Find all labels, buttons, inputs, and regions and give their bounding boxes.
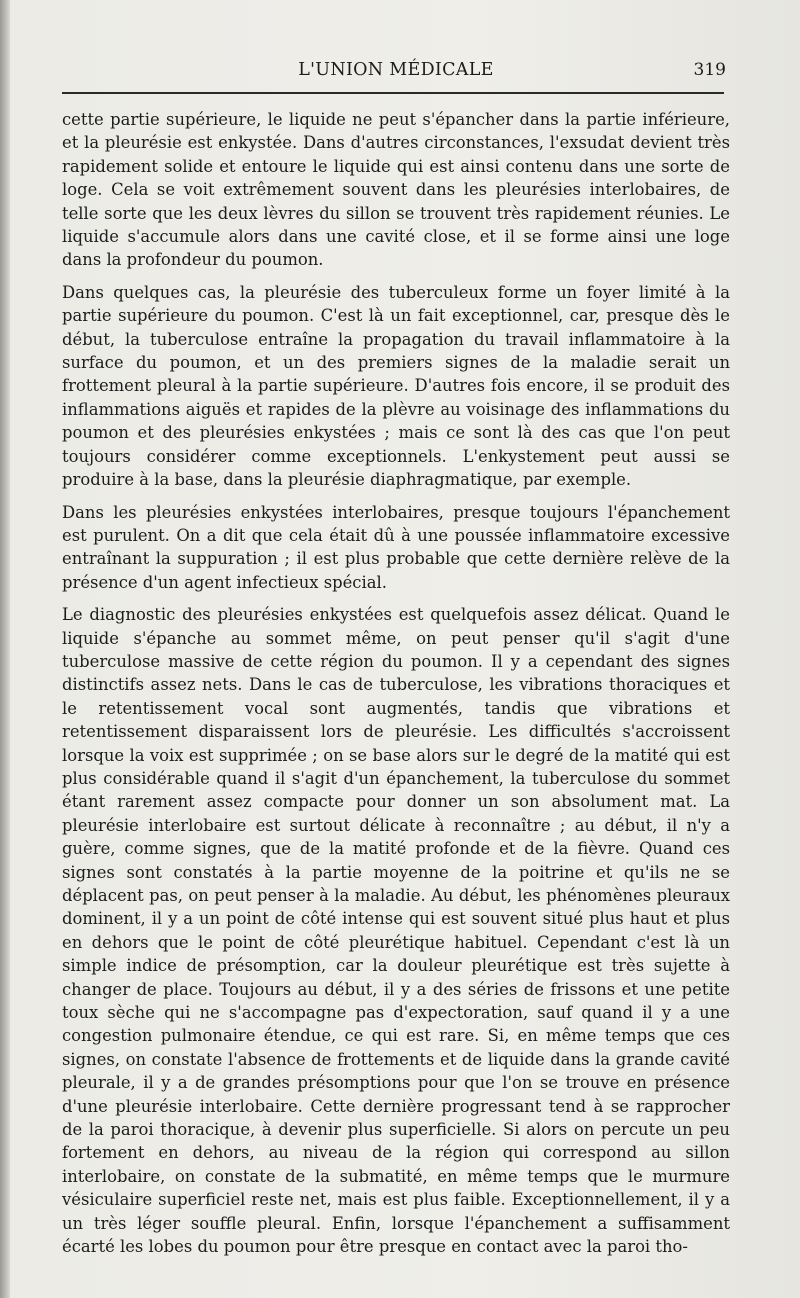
paragraph-continuation: cette partie supérieure, le liquide ne peut s'épancher dans la partie inférieure, et la pleurésie est enkystée. Dans d'autres circonstances, l'exsudat devient très rapidement solide et entoure le liquide qui est ainsi contenu dans une sorte de loge. Cela se voit extrêmement souvent dans les pleurésies interlobaires, de telle sorte que les deux lèvres du sillon se trouvent très rapidement réunies. Le liquide s'accumule alors dans une cavité close, et il se forme ainsi une loge dans la profondeur du poumon. <box>62 110 730 270</box>
running-title: L'UNION MÉDICALE <box>298 60 494 80</box>
header-rule <box>62 92 724 94</box>
page-number: 319 <box>693 60 726 80</box>
paragraph-interlobar-effusion: Dans les pleurésies enkystées interlobaires, presque toujours l'épanchement est purulent. On a dit que cela était dû à une poussée inflammatoire excessive entraînant la suppuration ; il est plus probable que cette dernière relève de la présence d'un agent infectieux spécial. <box>62 502 730 592</box>
page-header <box>62 60 730 90</box>
paragraph-tuberculous-pleurisy: Dans quelques cas, la pleurésie des tuberculeux forme un foyer limité à la partie supérieure du poumon. C'est là un fait exceptionnel, car, presque dès le début, la tuberculose entraîne la propagation du travail inflammatoire à la surface du poumon, et un des premiers signes de la maladie serait un frottement pleural à la partie supérieure. D'autres fois encore, il se produit des inflammations aiguës et rapides de la plèvre au voisinage des inflammations du poumon et des pleurésies enkystées ; mais ce sont là des cas que l'on peut toujours considérer comme exceptionnels. L'enkystement peut aussi se produire à la base, dans la pleurésie diaphragmatique, par exemple. <box>62 282 730 490</box>
paragraph-diagnosis: Le diagnostic des pleurésies enkystées est quelquefois assez délicat. Quand le liquide s'épanche au sommet même, on peut penser qu'il s'agit d'une tuberculose massive de cette région du poumon. Il y a cependant des signes distinctifs assez nets. Dans le cas de tuberculose, les vibrations thoraciques et le retentissement vocal sont augmentés, tandis que vibrations et retentissement disparaissent lors de pleurésie. Les difficultés s'accroissent lorsque la voix est supprimée ; on se base alors sur le degré de la matité qui est plus considérable quand il s'agit d'un épanchement, la tuberculose du sommet étant rarement assez compacte pour donner un son absolument mat. La pleurésie interlobaire est surtout délicate à reconnaître ; au début, il n'y a guère, comme signes, que de la matité profonde et de la fièvre. Quand ces signes sont constatés à la partie moyenne de la poitrine et qu'ils ne se déplacent pas, on peut penser à la maladie. Au début, les phénomènes pleuraux dominent, il y a un point de côté intense qui est souvent situé plus haut et plus en dehors que le point de côté pleurétique habituel. Cependant c'est là un simple indice de présomption, car la douleur pleurétique est très sujette à changer de place. Toujours au début, il y a des séries de frissons et une petite toux sèche qui ne s'accompagne pas d'expectoration, sauf quand il y a une congestion pulmonaire étendue, ce qui est rare. Si, en même temps que ces signes, on constate l'absence de frottements et de liquide dans la grande cavité pleurale, il y a de grandes présomptions pour que l'on se trouve en présence d'une pleurésie interlobaire. Cette dernière progressant tend à se rapprocher de la paroi thoracique, à devenir plus superficielle. Si alors on percute un peu fortement en dehors, au niveau de la région qui correspond au sillon interlobaire, on constate de la submatité, en même temps que le murmure vésiculaire superficiel reste net, mais est plus faible. Exceptionnellement, il y a un très léger souffle pleural. Enfin, lorsque l'épanchement a suffisamment écarté les lobes du poumon pour être presque en contact avec la paroi tho- <box>62 605 730 1257</box>
body-text <box>62 108 730 1259</box>
